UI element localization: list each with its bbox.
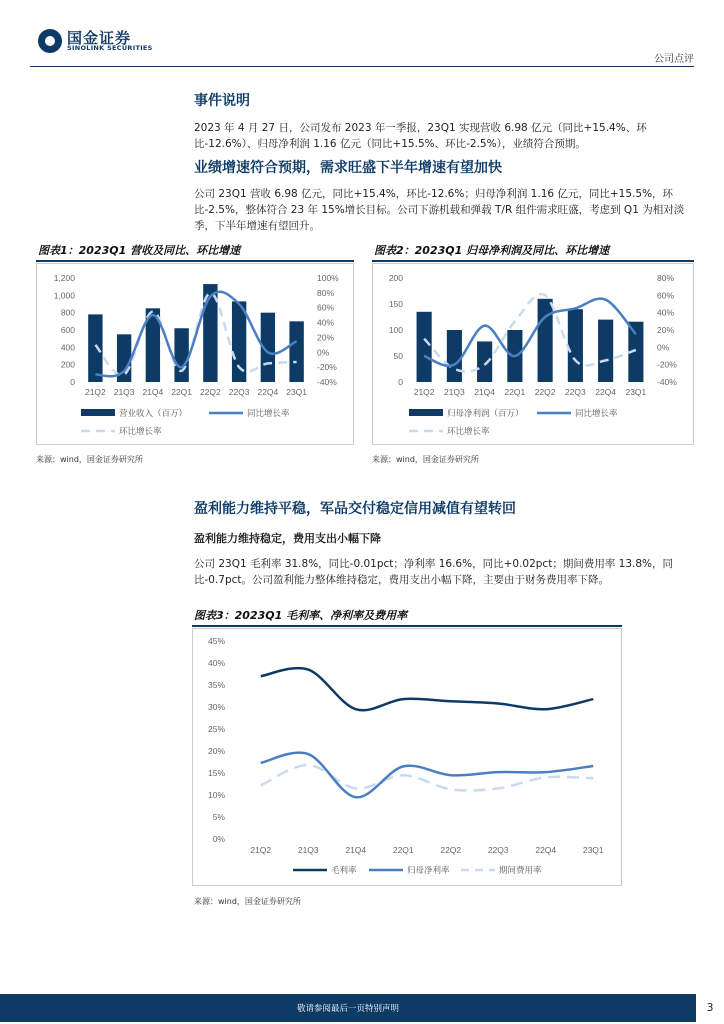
figure1-title-rule xyxy=(36,260,354,262)
fig2-left-tick: 0 xyxy=(398,377,403,387)
fig3-y-tick: 45% xyxy=(207,636,225,646)
fig2-right-tick: 40% xyxy=(657,307,675,318)
fig2-x-tick: 22Q3 xyxy=(564,387,586,397)
fig2-bar xyxy=(598,320,613,382)
fig1-left-tick: 400 xyxy=(60,342,75,353)
figure3-svg xyxy=(193,629,621,885)
fig1-legend-qoq-label: 环比增长率 xyxy=(119,426,162,436)
fig1-right-tick: 60% xyxy=(317,302,335,313)
fig1-left-tick: 200 xyxy=(60,359,75,370)
fig3-y-tick: 0% xyxy=(212,834,225,844)
fig3-y-tick: 5% xyxy=(212,812,225,822)
fig1-left-tick: 0 xyxy=(70,377,75,387)
footer-disclaimer-link[interactable]: 敬请参阅最后一页特别声明 xyxy=(296,1004,399,1014)
fig1-x-tick: 22Q1 xyxy=(171,387,193,397)
fig3-y-tick: 20% xyxy=(207,746,225,756)
page-number: 3 xyxy=(706,1001,714,1014)
fig2-x-tick: 21Q3 xyxy=(443,387,465,397)
fig1-right-tick: 40% xyxy=(317,317,335,328)
fig2-x-tick: 21Q4 xyxy=(474,387,496,397)
fig1-x-tick: 22Q4 xyxy=(257,387,279,397)
figure2-title-rule xyxy=(372,260,694,262)
fig1-left-tick: 1,200 xyxy=(53,273,75,283)
figure3-title-rule xyxy=(192,625,622,627)
fig1-bar xyxy=(174,328,188,382)
fig1-right-tick: 20% xyxy=(317,332,335,343)
fig2-right-tick: 80% xyxy=(657,273,675,283)
fig1-right-tick: -20% xyxy=(317,362,337,373)
figure1-svg xyxy=(37,264,353,444)
fig1-legend-bar-swatch xyxy=(81,409,115,416)
figure1-source: 来源：wind，国金证券研究所 xyxy=(36,455,143,464)
fig2-legend-yoy-label: 同比增长率 xyxy=(575,408,618,418)
fig2-bar xyxy=(447,330,462,382)
fig1-x-tick: 22Q3 xyxy=(228,387,250,397)
fig1-x-tick: 21Q3 xyxy=(113,387,135,397)
figure3-chart xyxy=(192,628,622,886)
fig3-x-tick: 23Q1 xyxy=(582,845,604,855)
logo-english-text: SINOLINK SECURITIES xyxy=(67,44,153,52)
fig2-bar xyxy=(477,341,492,382)
fig2-right-tick: -20% xyxy=(657,359,677,370)
section-title-profitability: 盈利能力维持平稳，军品交付稳定信用减值有望转回 xyxy=(194,501,516,517)
fig2-right-tick: 60% xyxy=(657,290,675,301)
report-type: 公司点评 xyxy=(654,54,694,65)
fig3-gross-margin-line xyxy=(261,668,594,710)
fig1-bar xyxy=(289,321,303,382)
figure3-source: 来源：wind，国金证券研究所 xyxy=(194,897,301,906)
section-title-event: 事件说明 xyxy=(194,93,250,109)
fig1-x-tick: 21Q4 xyxy=(142,387,164,397)
fig1-right-tick: 80% xyxy=(317,287,335,298)
fig1-right-tick: 100% xyxy=(317,273,339,283)
fig2-x-tick: 22Q1 xyxy=(504,387,526,397)
header-divider xyxy=(30,66,694,67)
figure1-title: 图表1：2023Q1 营收及同比、环比增速 xyxy=(38,244,241,257)
performance-paragraph: 公司 23Q1 营收 6.98 亿元，同比+15.4%，环比-12.6%；归母净利润 1.16 亿元，同比+15.5%，环比-2.5%，整体符合 23 年 15%增长目标。公司下游机载和弹载 T/R 组件需求旺盛，考虑到 Q1 为相对淡季，下半年增速有望回升。 xyxy=(194,188,685,232)
fig3-x-tick: 21Q3 xyxy=(297,845,319,855)
fig2-x-tick: 22Q2 xyxy=(534,387,556,397)
fig2-legend-bar-label: 归母净利润（百万） xyxy=(447,408,524,418)
fig3-y-tick: 30% xyxy=(207,702,225,712)
fig2-bar xyxy=(538,299,553,382)
fig3-legend-label-0: 毛利率 xyxy=(331,865,357,875)
fig1-right-tick: -40% xyxy=(317,377,337,387)
fig1-legend-bar-label: 营业收入（百万） xyxy=(119,408,188,418)
fig2-x-tick: 22Q4 xyxy=(595,387,617,397)
logo-text: 国金证券 xyxy=(67,29,132,47)
fig2-bar xyxy=(568,309,583,382)
fig3-net-margin-line xyxy=(261,753,594,798)
figure2-title: 图表2：2023Q1 归母净利润及同比、环比增速 xyxy=(374,244,610,257)
fig1-x-tick: 21Q2 xyxy=(84,387,106,397)
fig1-bar xyxy=(88,314,102,382)
fig1-legend-yoy-label: 同比增长率 xyxy=(247,408,290,418)
fig2-left-tick: 200 xyxy=(388,273,403,283)
fig3-y-tick: 35% xyxy=(207,680,225,690)
fig3-x-tick: 22Q3 xyxy=(487,845,509,855)
fig3-y-tick: 25% xyxy=(207,724,225,734)
fig2-x-tick: 21Q2 xyxy=(413,387,435,397)
fig1-left-tick: 1,000 xyxy=(53,290,75,301)
fig2-x-tick: 23Q1 xyxy=(625,387,647,397)
profitability-paragraph: 公司 23Q1 毛利率 31.8%，同比-0.01pct；净利率 16.6%，同比+0.02pct；期间费用率 13.8%，同比-0.7pct。公司盈利能力整体维持稳定，费用支出小幅下降，主要由于财务费用率下降。 xyxy=(194,558,674,586)
fig1-x-tick: 23Q1 xyxy=(286,387,308,397)
fig1-left-tick: 800 xyxy=(60,307,75,318)
fig3-x-tick: 21Q4 xyxy=(345,845,367,855)
figure2-svg xyxy=(373,264,693,444)
fig3-x-tick: 21Q2 xyxy=(250,845,272,855)
logo-icon xyxy=(38,29,62,53)
fig2-left-tick: 50 xyxy=(393,351,403,361)
figure2-source: 来源：wind，国金证券研究所 xyxy=(372,455,479,464)
fig3-y-tick: 10% xyxy=(207,790,225,800)
event-paragraph: 2023 年 4 月 27 日，公司发布 2023 年一季报，23Q1 实现营收 6.98 亿元（同比+15.4%、环比-12.6%）、归母净利润 1.16 亿元（同比+15.5%、环比-2.5%），业绩符合预期。 xyxy=(194,122,647,150)
fig2-right-tick: -40% xyxy=(657,377,677,387)
fig1-left-tick: 600 xyxy=(60,325,75,335)
fig2-left-tick: 150 xyxy=(388,299,403,309)
fig2-legend-bar-swatch xyxy=(409,409,443,416)
fig2-legend-qoq-label: 环比增长率 xyxy=(447,426,490,436)
fig3-x-tick: 22Q2 xyxy=(440,845,462,855)
figure2-chart xyxy=(372,263,694,445)
figure1-chart xyxy=(36,263,354,445)
fig2-right-tick: 0% xyxy=(657,342,670,353)
fig1-x-tick: 22Q2 xyxy=(199,387,221,397)
section-title-performance: 业绩增速符合预期，需求旺盛下半年增速有望加快 xyxy=(194,160,502,176)
subsection-title: 盈利能力维持稳定，费用支出小幅下降 xyxy=(194,532,381,545)
fig1-right-tick: 0% xyxy=(317,347,330,358)
fig3-y-tick: 40% xyxy=(207,658,225,668)
fig3-x-tick: 22Q1 xyxy=(392,845,414,855)
fig2-right-tick: 20% xyxy=(657,325,675,335)
fig3-legend-label-2: 期间费用率 xyxy=(499,865,542,875)
fig2-bar xyxy=(417,312,432,382)
fig3-legend-label-1: 归母净利率 xyxy=(407,865,450,875)
figure3-title: 图表3：2023Q1 毛利率、净利率及费用率 xyxy=(194,609,408,622)
fig2-left-tick: 100 xyxy=(388,325,403,335)
fig3-y-tick: 15% xyxy=(207,768,225,778)
fig3-x-tick: 22Q4 xyxy=(535,845,557,855)
